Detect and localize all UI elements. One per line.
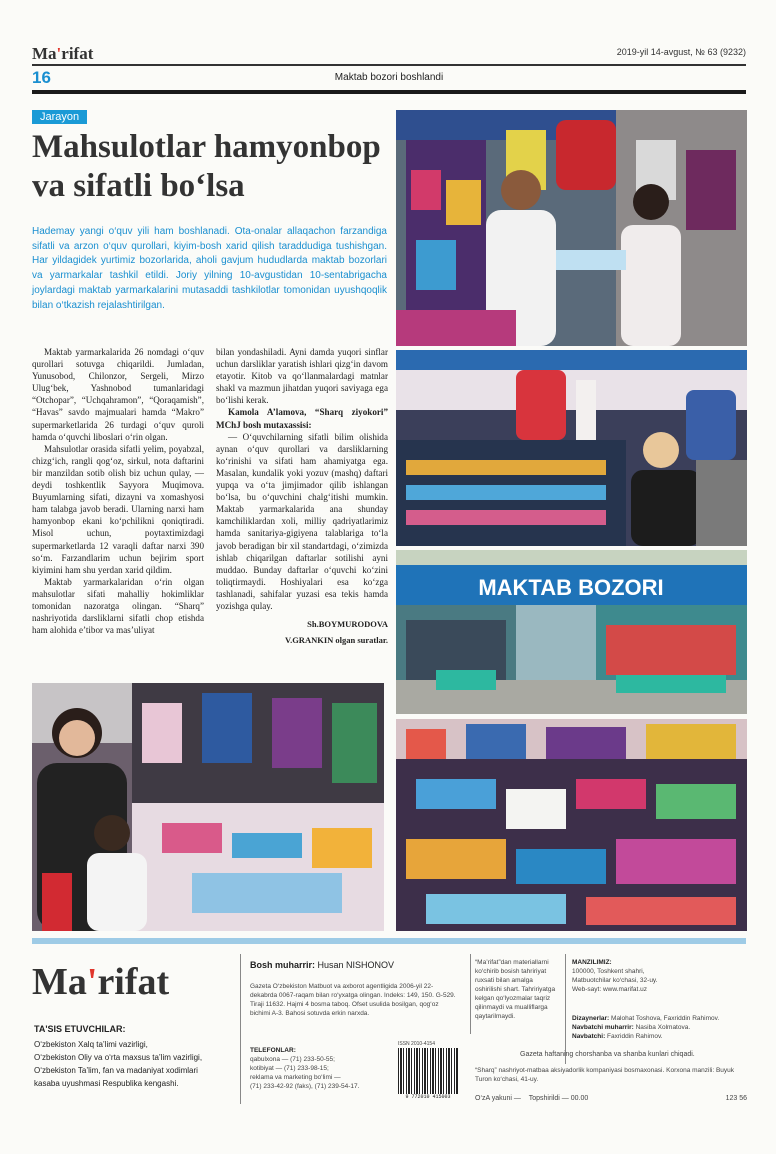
author-signature: Sh.BOYMURODOVA — [307, 619, 388, 630]
order-info: O‘zA yakuni — Topshirildi — 00.00 123 56 — [475, 1095, 747, 1102]
footer-divider — [565, 954, 566, 1064]
page-number: 16 — [32, 68, 51, 87]
registration-info: Gazeta O‘zbekiston Matbuot va axborot agentligida 2006-yil 22-dekabrda 0067-raqam bilan ro‘yxatga olingan. Indeks: 149, 150. G-529. Tiraji 11632. Hajmi 4 bosma taboq. Ofset usulida bosilgan, qog‘oz bichimi A-3. Bahosi sotuvda erkin narxda. — [250, 983, 456, 1017]
reprint-note: “Ma’rifat”dan materiallarni ko‘chirib bosish tahririyat ruxsati bilan amalga oshirilishi shart. Tahririyatga kelgan qo‘lyozmalar taqriz qilinmaydi va mualliflarga qaytarilmaydi. — [475, 959, 556, 1020]
masthead-logo: Ma'rifat — [32, 44, 94, 63]
founder-item: O‘zbekiston Xalq ta’limi vazirligi, — [34, 1040, 148, 1049]
publication-schedule: Gazeta haftaning chorshanba va shanba kunlari chiqadi. — [520, 1051, 695, 1058]
article-column-2 — [216, 346, 388, 646]
speaker-label: Kamola A’lamova, “Sharq ziyokori” MChJ bosh mutaxassisi: — [216, 407, 388, 430]
photo-market-entrance — [396, 550, 747, 714]
photo-backpack-stall — [396, 350, 747, 546]
photo-shoppers-at-stall — [396, 110, 747, 346]
footer-rule — [32, 938, 746, 944]
phones-title: TELEFONLAR: — [250, 1047, 296, 1054]
headline — [32, 128, 392, 206]
paragraph: bilan yondashiladi. Ayni damda yuqori sinflar uchun darsliklar yaratish ishlari qizg‘in davom etayotir. Kitob va qo‘llanmalardagi matnlar shakl va mazmun jihatdan yuqori saviyaga ega bo‘lishi kerak. — [216, 347, 388, 406]
issue-date: 2019-yil 14-avgust, № 63 (9232) — [616, 47, 746, 57]
photo-credit: V.GRANKIN olgan suratlar. — [285, 635, 388, 646]
address-title: MANZILIMIZ: — [572, 959, 612, 966]
phones-block: TELEFONLAR: qabulxona — (71) 233-50-55; kotibiyat — (71) 233-98-15; reklama va marketing bo‘limi — (71) 233-42-92 (faks), (71) 239-54-17. — [250, 1047, 360, 1090]
founder-item: O‘zbekiston Ta’lim, fan va madaniyat xodimlari — [34, 1066, 198, 1075]
article-column-1 — [32, 346, 204, 636]
paragraph: Mahsulotlar orasida sifatli yelim, poyabzal, chizg‘ich, rangli qog‘oz, sirkul, nota daftarini bir manzildan sotib olish biz uchun qulay, — deydi toshkentlik Sayyora Muqimova. Buyumlarning sifati, dizayni va xomashyosi ham talabga javob beradi. Ularning narxi ham hamyonbop ekani ko‘pchilikni qoniqtiradi. Misol uchun, poytaxtimizdagi supermarketlarda 12 varaqli daftar narxi 390 so‘m. Farzandlarim uchun bejirim sport kiyimini ham shu yerdan xarid qildim. — [32, 443, 204, 575]
chief-editor: Bosh muharrir: Husan NISHONOV — [250, 960, 395, 970]
headline-line-1: Mahsulotlar hamyonbop — [32, 129, 381, 165]
barcode — [398, 1048, 458, 1094]
staff-block: Dizaynerlar: Malohat Toshova, Faxriddin Rahimov. Navbatchi muharrir: Nasiba Xolmatova. Navbatchi: Faxriddin Rahimov. — [572, 1015, 720, 1040]
photo-stationery-display — [396, 719, 747, 931]
founder-item: kasaba uyushmasi Respublika kengashi. — [34, 1079, 179, 1088]
lead-paragraph: Hademay yangi o‘quv yili ham boshlanadi. Ota-onalar allaqachon farzandiga sifatli va arzon o‘quv qurollari, kiyim-bosh xarid qilish taraddudiga tushishgan. Har yildagidek yurtimiz bozorlarida, aholi gavjum hududlarda maktab bozorlari va yarmarkalar tashkil etildi. Joriy yilning 10-avgustidan 10-sentabrigacha joylardagi maktab yarmarkalarini mutasaddi tashkilotlar tomonidan uyushqoqlik bilan o‘tkazish rejalashtirilgan. — [32, 226, 387, 311]
quote: — O‘quvchilarning sifatli bilim olishida aynan o‘quv qurollari va darsliklarning ko‘rinishi va sifati ham ahamiyatga ega. Masalan, kundalik yoki yozuv (mashq) daftari yupqa va o‘ta jimjimador qilib ishlangan bo‘lsa, bu o‘quvchini chalg‘itishi mumkin. Maktab yarmarkalarida ana shunday kamchiliklardan xoli, milliy qadriyatlarimiz hamda sanitariya-gigiyena talablariga to‘la javob beradigan bir xil standartdagi, o‘zimizda ishlab chiqarilgan daftarlar sotilishi ayni muddao. Bunday daftarlar o‘quvchi ko‘zini toliqtirmaydi. Hoshiyalari esa ko‘zga tashlanadi, sahifalar yuzasi esa tekis hamda yozishga qulay. — [216, 431, 388, 611]
footer-logo: Ma'rifat — [32, 961, 170, 1003]
masthead-rule — [32, 64, 746, 66]
section-rule — [32, 90, 746, 94]
photo-mother-and-child — [32, 683, 384, 931]
rubric-tag: Jarayon — [32, 110, 87, 124]
issn-label: ISSN 2010-4154 — [398, 1041, 435, 1047]
address-block: MANZILIMIZ: 100000, Toshkent shahri, Matbuotchilar ko‘chasi, 32-uy. Web-sayt: www.marifat.uz — [572, 959, 658, 993]
masthead — [32, 44, 746, 62]
barcode-number: 9 772010 415003 — [405, 1094, 451, 1100]
footer-divider — [470, 954, 471, 1034]
headline-line-2: va sifatli bo‘lsa — [32, 168, 245, 204]
section-title: Maktab bozori boshlandi — [334, 72, 444, 83]
founders-title: TA'SIS ETUVCHILAR: — [34, 1024, 126, 1034]
paragraph: Maktab yarmarkalaridan o‘rin olgan mahsulotlar sifati mahalliy hokimliklar tomonidan nazoratga olingan. “Sharq” nashriyotida darsliklarni sifatli chop etishda ham alohida e’tibor va mas’uliyat — [32, 576, 204, 636]
market-sign-text: MAKTAB BOZORI — [478, 575, 664, 600]
paragraph: Maktab yarmarkalarida 26 nomdagi o‘quv qurollari sotuvga chiqarildi. Jumladan, Yunusobod, Chilonzor, Sergeli, Mirzo Ulug‘bek, Yashnobod tumanlaridagi “Otchopar”, “Uchqahramon”, “Qoraqamish”, “Havas” savdo majmualari hamda “Makro” supermarketlarida 26 turdagi o‘quv quroli hamda o‘quvchi liboslari o‘rin olgan. — [32, 347, 204, 442]
printer-info: “Sharq” nashriyot-matbaa aksiyadorlik kompaniyasi bosmaxonasi. Korxona manzili: Buyuk Turon ko‘chasi, 41-uy. — [475, 1067, 735, 1083]
footer-divider — [240, 954, 241, 1104]
section-bar — [32, 68, 746, 90]
founder-item: O‘zbekiston Oliy va o‘rta maxsus ta’lim vazirligi, — [34, 1053, 203, 1062]
founders-list — [34, 1038, 234, 1090]
